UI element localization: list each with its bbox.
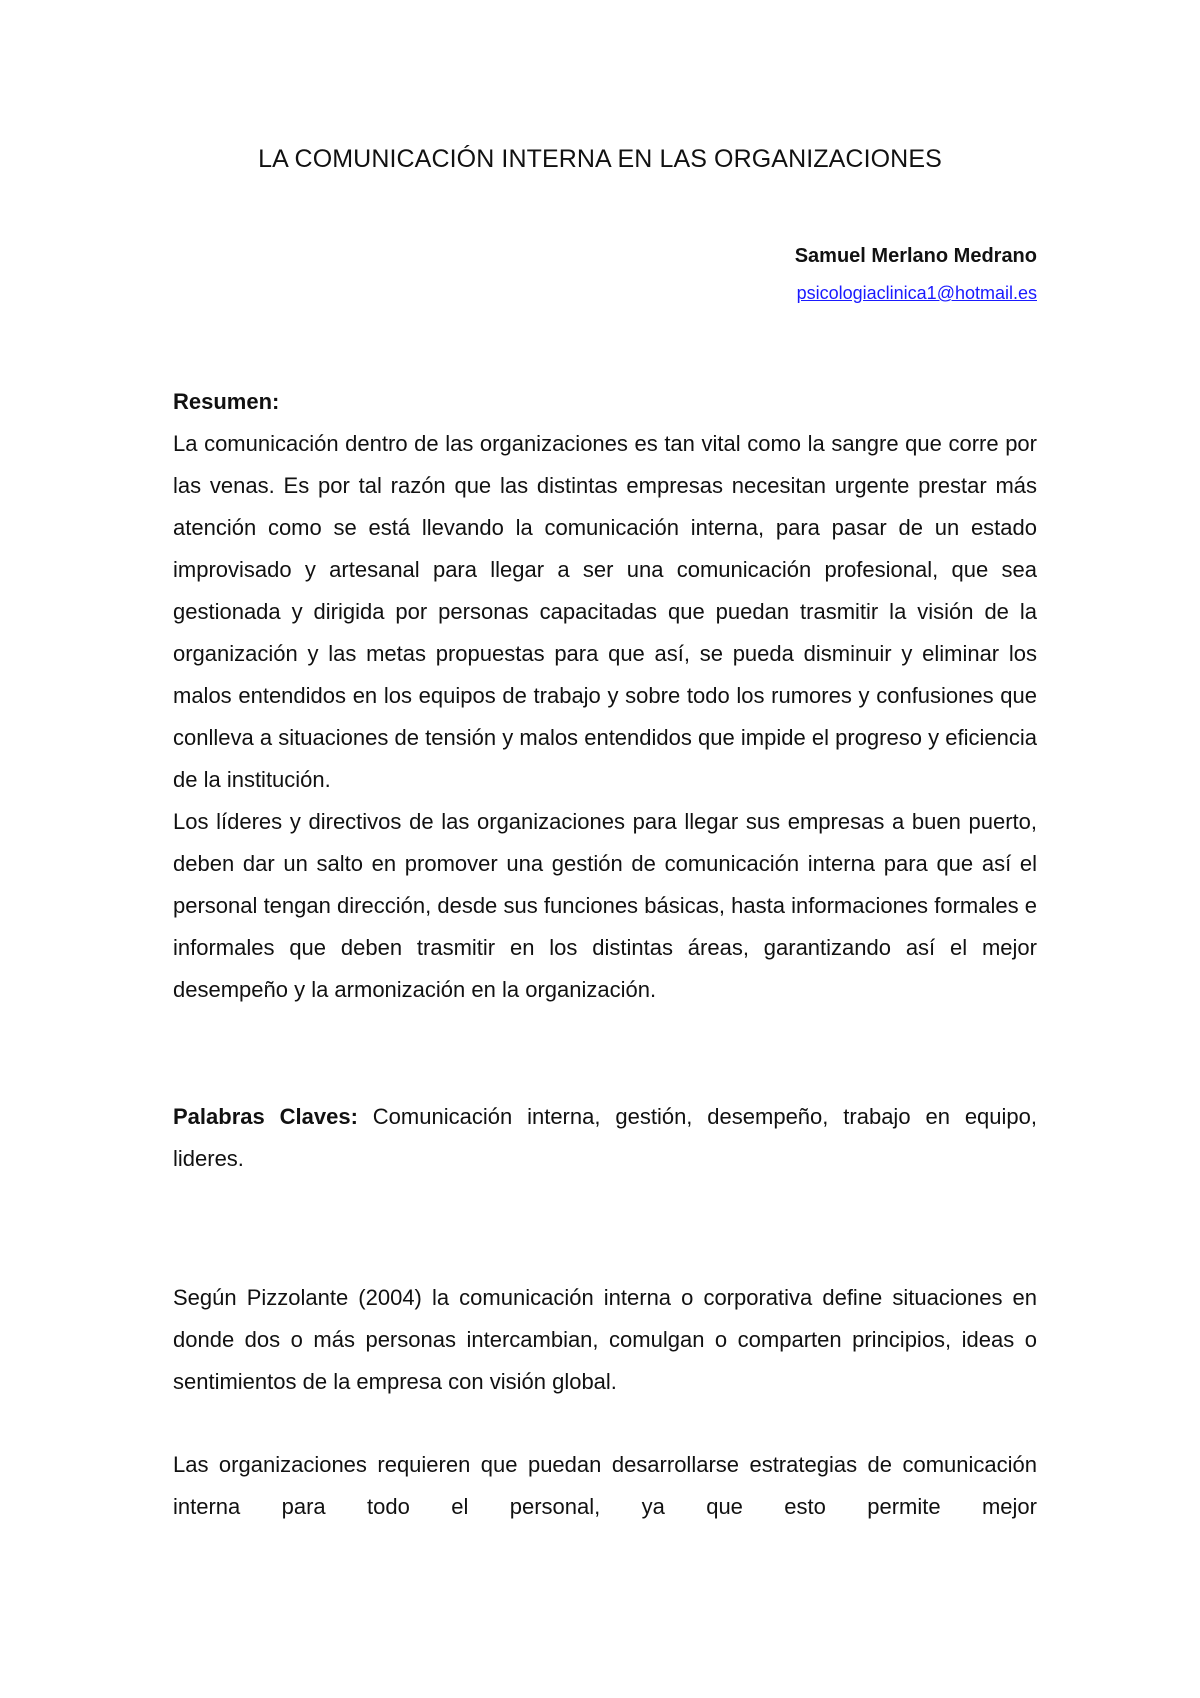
abstract-paragraph: La comunicación dentro de las organizaciones es tan vital como la sangre que corre por las venas. Es por tal razón que las distintas empresas necesitan urgente prestar más atención como se está llevando la comunicación interna, para pasar de un estado improvisado y artesanal para llegar a ser una comunicación profesional, que sea gestionada y dirigida por personas capacitadas que puedan trasmitir la visión de la organización y las metas propuestas para que así, se pueda disminuir y eliminar los malos entendidos en los equipos de trabajo y sobre todo los rumores y confusiones que conlleva a situaciones de tensión y malos entendidos que impide el progreso y eficiencia de la institución. xyxy=(173,431,1037,792)
keywords-paragraph xyxy=(173,1096,1037,1180)
author-email-link[interactable]: psicologiaclinica1@hotmail.es xyxy=(796,283,1037,303)
body-paragraph-text: Según Pizzolante (2004) la comunicación interna o corporativa define situaciones en donde dos o más personas intercambian, comulgan o comparten principios, ideas o sentimientos de la empresa con visión global. xyxy=(173,1285,1037,1394)
keywords-label: Palabras Claves: xyxy=(173,1104,358,1129)
abstract-section xyxy=(173,381,1037,1011)
keywords-section xyxy=(173,1096,1037,1180)
document-title: LA COMUNICACIÓN INTERNA EN LAS ORGANIZACIONES xyxy=(258,145,942,173)
body-paragraph-1 xyxy=(173,1277,1037,1403)
abstract-paragraph: Los líderes y directivos de las organizaciones para llegar sus empresas a buen puerto, deben dar un salto en promover una gestión de comunicación interna para que así el personal tengan dirección, desde sus funciones básicas, hasta informaciones formales e informales que deben trasmitir en los distintas áreas, garantizando así el mejor desempeño y la armonización en la organización. xyxy=(173,809,1037,1002)
body-paragraph-2 xyxy=(173,1444,1037,1528)
abstract-heading: Resumen: xyxy=(173,389,280,414)
author-name: Samuel Merlano Medrano xyxy=(794,245,1037,267)
body-paragraph-text: Las organizaciones requieren que puedan desarrollarse estrategias de comunicación interna para todo el personal, ya que esto permite mejor xyxy=(173,1452,1037,1519)
author-block xyxy=(795,242,1037,305)
keywords-text: Comunicación interna, gestión, desempeño, trabajo en equipo, lideres. xyxy=(173,1104,1037,1171)
